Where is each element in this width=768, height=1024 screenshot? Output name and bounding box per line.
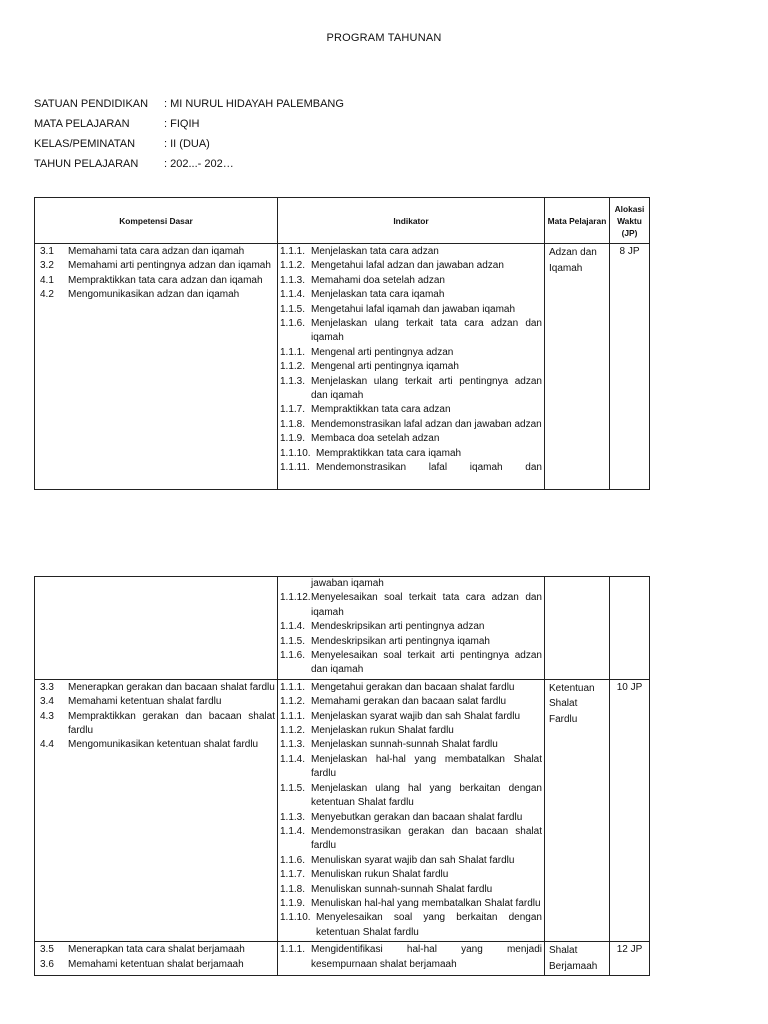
alokasi-waktu-cell: 12 JP [610,942,650,976]
kd-item: 4.3 Mempraktikkan gerakan dan bacaan shalat fardlu [40,710,275,737]
header-kompetensi: Kompetensi Dasar [35,198,278,244]
indikator-cell [278,942,545,976]
kd-cell [35,679,278,941]
indikator-item: 1.1.1. Menjelaskan syarat wajib dan sah Shalat fardlu [280,710,521,722]
indikator-item: 1.1.2. Memahami gerakan dan bacaan salat fardlu [280,696,507,708]
meta-value: : MI NURUL HIDAYAH PALEMBANG [164,98,344,110]
alokasi-waktu-cell [610,577,650,680]
indikator-item: 1.1.8. Menuliskan sunnah-sunnah Shalat fardlu [280,883,493,895]
meta-label: MATA PELAJARAN [34,118,130,130]
mata-pelajaran-cell: Adzan dan Iqamah [545,244,610,490]
meta-value: : FIQIH [164,118,200,130]
indikator-item: 1.1.3. Memahami doa setelah adzan [280,274,445,286]
kd-item: 3.4 Memahami ketentuan shalat fardlu [40,696,222,708]
indikator-item: 1.1.9. Menuliskan hal-hal yang membatalkan Shalat fardlu [280,897,541,909]
kd-item: 3.3 Menerapkan gerakan dan bacaan shalat fardlu [40,681,275,693]
kd-item: 3.2 Memahami arti pentingnya adzan dan iqamah [40,260,271,272]
program-table-page-2 [34,576,650,976]
document-title: PROGRAM TAHUNAN [326,32,442,44]
kd-item: 3.6 Memahami ketentuan shalat berjamaah [40,958,244,970]
indikator-item: 1.1.7. Menuliskan rukun Shalat fardlu [280,869,449,881]
alokasi-waktu-cell: 10 JP [610,679,650,941]
meta-label: KELAS/PEMINATAN [34,138,136,150]
meta-row-tahun [34,154,344,174]
indikator-item: 1.1.3. Menjelaskan sunnah-sunnah Shalat fardlu [280,739,498,751]
table-row [35,942,650,976]
header-indikator: Indikator [278,198,545,244]
indikator-item: 1.1.1. Menjelaskan tata cara adzan [280,246,439,257]
kd-item: 4.4 Mengomunikasikan ketentuan shalat fardlu [40,739,259,751]
indikator-item: 1.1.4. Menjelaskan tata cara iqamah [280,289,445,301]
indikator-item: 1.1.9. Membaca doa setelah adzan [280,433,440,445]
document-meta [34,94,344,174]
indikator-item: 1.1.5. Menjelaskan ulang hal yang berkaitan dengan ketentuan Shalat fardlu [280,782,542,809]
table-header-row [35,198,650,244]
indikator-item: 1.1.1. Mengidentifikasi hal-hal yang menjadi kesempurnaan shalat berjamaah [280,944,542,970]
indikator-item: 1.1.6. Menjelaskan ulang terkait tata cara adzan dan iqamah [280,318,542,344]
kd-cell [35,942,278,976]
header-alokasi-waktu: Alokasi Waktu (JP) [610,198,650,244]
meta-label: SATUAN PENDIDIKAN [34,98,149,110]
header-mata-pelajaran: Mata Pelajaran [545,198,610,244]
indikator-item: 1.1.4. Menjelaskan hal-hal yang membatalkan Shalat fardlu [280,753,542,780]
mata-pelajaran-cell [545,577,610,680]
indikator-item: 1.1.10. Menyelesaikan soal yang berkaitan dengan ketentuan Shalat fardlu [280,912,542,938]
indikator-item: 1.1.6. Menuliskan syarat wajib dan sah Shalat fardlu [280,854,515,866]
indikator-item: 1.1.11. Mendemonstrasikan lafal iqamah dan [280,462,542,474]
table-row [35,577,650,680]
indikator-item: 1.1.6. Menyelesaikan soal terkait arti pentingnya adzan dan iqamah [280,650,542,676]
indikator-item: jawaban iqamah [311,578,384,589]
kd-cell [35,577,278,680]
mata-pelajaran-cell: Ketentuan Shalat Fardlu [545,679,610,941]
indikator-cell [278,244,545,490]
indikator-item: 1.1.1. Mengetahui gerakan dan bacaan shalat fardlu [280,681,515,693]
indikator-item: 1.1.4. Mendemonstrasikan gerakan dan bacaan shalat fardlu [280,825,542,852]
program-table-page-1 [34,197,650,490]
meta-label: TAHUN PELAJARAN [34,158,139,170]
indikator-item: 1.1.2. Menjelaskan rukun Shalat fardlu [280,725,454,737]
meta-value: : 202...- 202… [164,158,234,170]
indikator-item: 1.1.7. Mempraktikkan tata cara adzan [280,404,451,416]
indikator-item: 1.1.5. Mendeskripsikan arti pentingnya iqamah [280,635,490,647]
indikator-cell [278,577,545,680]
meta-value: : II (DUA) [164,138,210,150]
indikator-item: 1.1.1. Mengenal arti pentingnya adzan [280,346,454,358]
kd-item: 3.5 Menerapkan tata cara shalat berjamaah [40,944,245,956]
indikator-item: 1.1.8. Mendemonstrasikan lafal adzan dan jawaban adzan [280,418,542,430]
indikator-item: 1.1.10. Mempraktikkan tata cara iqamah [280,447,462,459]
mata-pelajaran-cell: Shalat Berjamaah [545,942,610,976]
table-row [35,244,650,490]
indikator-item: 1.1.3. Menjelaskan ulang terkait arti pentingnya adzan dan iqamah [280,375,542,402]
indikator-item: 1.1.5. Mengetahui lafal iqamah dan jawaban iqamah [280,303,516,315]
indikator-item: 1.1.4. Mendeskripsikan arti pentingnya adzan [280,621,485,633]
kd-item: 4.1 Mempraktikkan tata cara adzan dan iqamah [40,274,263,286]
indikator-item: 1.1.12. Menyelesaikan soal terkait tata cara adzan dan iqamah [280,592,542,618]
table-row [35,679,650,941]
meta-row-kelas [34,134,344,154]
indikator-item: 1.1.3. Menyebutkan gerakan dan bacaan shalat fardlu [280,811,523,823]
meta-row-mapel [34,114,344,134]
kd-item: 4.2 Mengomunikasikan adzan dan iqamah [40,289,240,301]
kd-item: 3.1 Memahami tata cara adzan dan iqamah [40,246,245,257]
alokasi-waktu-cell: 8 JP [610,244,650,490]
indikator-cell [278,679,545,941]
meta-row-satuan [34,94,344,114]
indikator-item: 1.1.2. Mengenal arti pentingnya iqamah [280,361,459,373]
kd-cell [35,244,278,490]
indikator-item: 1.1.2. Mengetahui lafal adzan dan jawaban adzan [280,260,504,272]
